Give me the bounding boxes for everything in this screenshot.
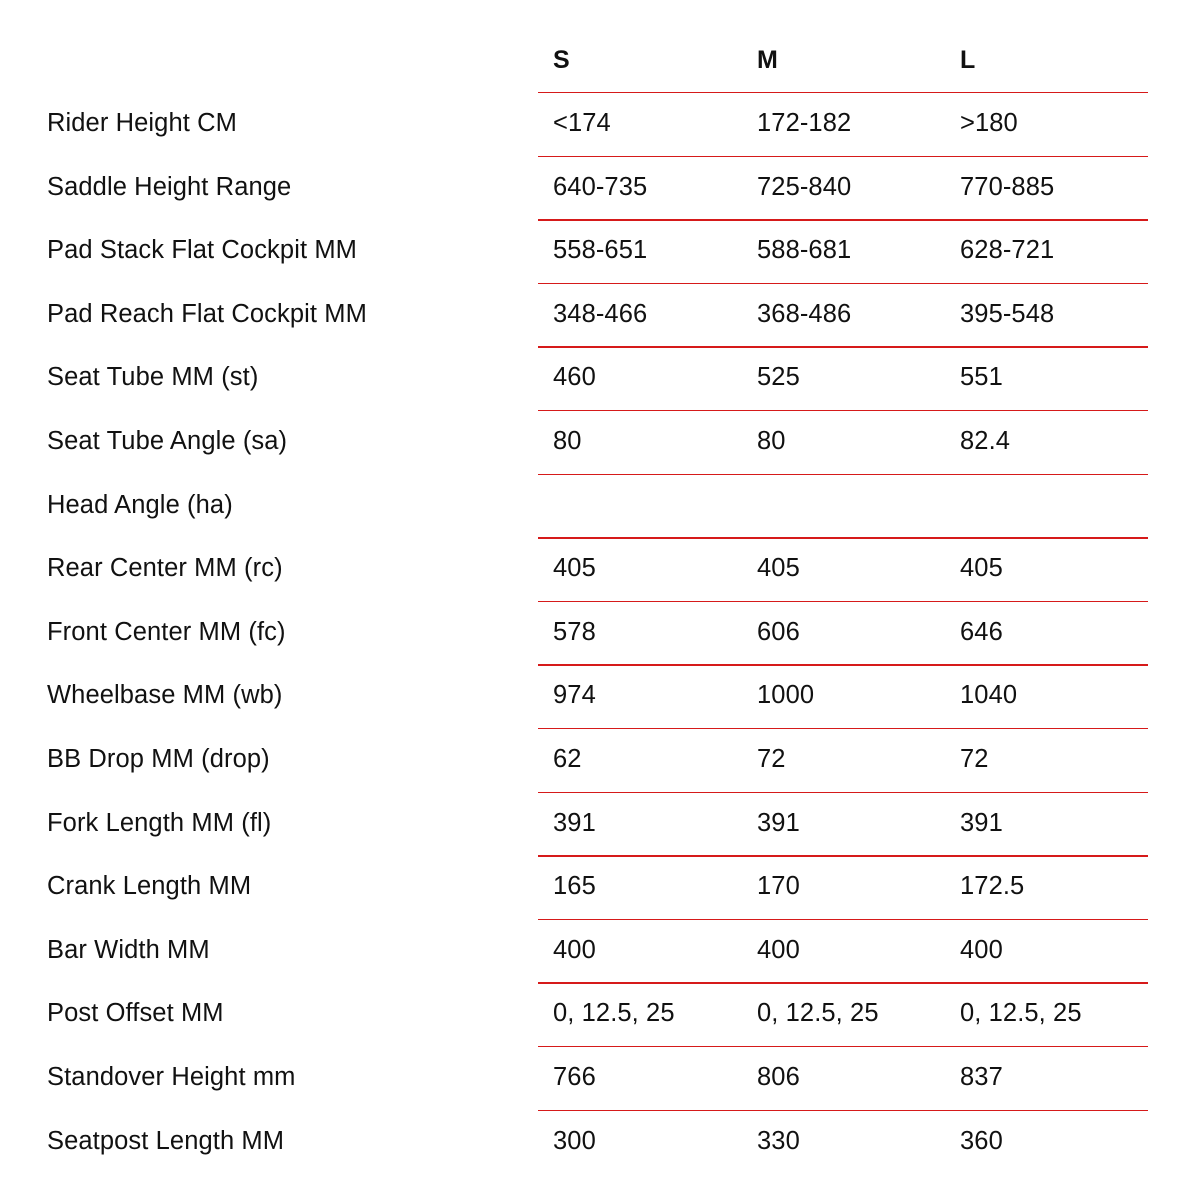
row-divider xyxy=(538,792,1148,793)
cell-size-m: 172-182 xyxy=(757,109,852,137)
row-divider xyxy=(538,156,1148,157)
cell-size-l: 395-548 xyxy=(960,299,1055,328)
cell-size-s: 640-735 xyxy=(553,172,648,201)
cell-size-m: 525 xyxy=(757,363,800,392)
cell-size-l: 0, 12.5, 25 xyxy=(960,999,1082,1028)
row-label: Crank Length MM xyxy=(47,872,252,901)
cell-size-s: 400 xyxy=(553,935,596,964)
cell-size-s: 405 xyxy=(553,554,596,583)
row-label: Saddle Height Range xyxy=(47,172,292,201)
cell-size-m: 170 xyxy=(757,872,800,901)
table-row xyxy=(0,919,1200,983)
cell-size-s: 62 xyxy=(553,745,582,773)
cell-size-m: 588-681 xyxy=(757,236,852,265)
row-divider xyxy=(538,919,1148,920)
cell-size-s: 974 xyxy=(553,681,596,710)
table-row xyxy=(0,1110,1200,1174)
cell-size-l: 400 xyxy=(960,935,1003,964)
cell-size-m: 330 xyxy=(757,1126,800,1155)
size-header-row xyxy=(0,40,1200,84)
row-label: BB Drop MM (drop) xyxy=(47,745,270,773)
row-label: Rear Center MM (rc) xyxy=(47,554,283,583)
table-row xyxy=(0,283,1200,347)
cell-size-s: 300 xyxy=(553,1126,596,1155)
row-divider xyxy=(538,283,1148,284)
row-divider xyxy=(538,601,1148,602)
row-divider xyxy=(538,474,1148,475)
row-divider xyxy=(538,855,1148,856)
cell-size-m: 72 xyxy=(757,745,786,773)
row-label: Fork Length MM (fl) xyxy=(47,808,272,837)
row-label: Bar Width MM xyxy=(47,935,210,964)
cell-size-m: 606 xyxy=(757,617,800,646)
cell-size-m: 1000 xyxy=(757,681,815,710)
table-row xyxy=(0,537,1200,601)
row-label: Rider Height CM xyxy=(47,109,237,137)
row-label: Pad Reach Flat Cockpit MM xyxy=(47,299,367,328)
cell-size-l: 72 xyxy=(960,745,989,773)
cell-size-s: 391 xyxy=(553,808,596,837)
cell-size-s: 348-466 xyxy=(553,299,648,328)
table-row xyxy=(0,982,1200,1046)
table-row xyxy=(0,855,1200,919)
table-row xyxy=(0,728,1200,792)
column-header-m: M xyxy=(757,46,778,74)
row-label: Post Offset MM xyxy=(47,999,224,1028)
row-divider xyxy=(538,537,1148,538)
cell-size-l: 360 xyxy=(960,1126,1003,1155)
row-divider xyxy=(538,346,1148,347)
table-row xyxy=(0,1046,1200,1110)
row-divider xyxy=(538,1046,1148,1047)
column-header-s: S xyxy=(553,46,570,74)
cell-size-m: 391 xyxy=(757,808,800,837)
cell-size-l: 82.4 xyxy=(960,427,1011,455)
row-label: Standover Height mm xyxy=(47,1063,296,1091)
table-row xyxy=(0,664,1200,728)
row-divider xyxy=(538,1110,1148,1111)
row-divider xyxy=(538,219,1148,220)
cell-size-m: 725-840 xyxy=(757,172,852,201)
cell-size-m: 80 xyxy=(757,427,786,455)
cell-size-s: 766 xyxy=(553,1063,596,1091)
cell-size-l: 391 xyxy=(960,808,1003,837)
row-label: Seat Tube Angle (sa) xyxy=(47,427,288,455)
row-divider xyxy=(538,728,1148,729)
table-row xyxy=(0,219,1200,283)
row-label: Front Center MM (fc) xyxy=(47,617,286,646)
row-label: Seat Tube MM (st) xyxy=(47,363,259,392)
cell-size-s: 460 xyxy=(553,363,596,392)
table-row xyxy=(0,792,1200,856)
cell-size-l: 837 xyxy=(960,1063,1003,1091)
cell-size-s: <174 xyxy=(553,109,611,137)
cell-size-s: 80 xyxy=(553,427,582,455)
cell-size-s: 0, 12.5, 25 xyxy=(553,999,675,1028)
table-row xyxy=(0,156,1200,220)
cell-size-s: 558-651 xyxy=(553,236,648,265)
row-label: Seatpost Length MM xyxy=(47,1126,285,1155)
cell-size-m: 368-486 xyxy=(757,299,852,328)
cell-size-m: 806 xyxy=(757,1063,800,1091)
column-header-l: L xyxy=(960,46,976,74)
table-row xyxy=(0,346,1200,410)
row-label: Wheelbase MM (wb) xyxy=(47,681,283,710)
cell-size-l: 646 xyxy=(960,617,1003,646)
cell-size-l: >180 xyxy=(960,109,1018,137)
cell-size-l: 628-721 xyxy=(960,236,1055,265)
table-row xyxy=(0,410,1200,474)
row-divider xyxy=(538,92,1148,93)
cell-size-m: 400 xyxy=(757,935,800,964)
row-label: Pad Stack Flat Cockpit MM xyxy=(47,236,358,265)
table-row xyxy=(0,92,1200,156)
cell-size-s: 578 xyxy=(553,617,596,646)
table-row xyxy=(0,601,1200,665)
row-divider xyxy=(538,982,1148,983)
cell-size-l: 551 xyxy=(960,363,1003,392)
table-row xyxy=(0,474,1200,538)
cell-size-m: 405 xyxy=(757,554,800,583)
cell-size-l: 405 xyxy=(960,554,1003,583)
row-label: Head Angle (ha) xyxy=(47,490,233,519)
cell-size-l: 770-885 xyxy=(960,172,1055,201)
cell-size-m: 0, 12.5, 25 xyxy=(757,999,879,1028)
cell-size-s: 165 xyxy=(553,872,596,901)
cell-size-l: 1040 xyxy=(960,681,1018,710)
cell-size-l: 172.5 xyxy=(960,872,1025,901)
row-divider xyxy=(538,664,1148,665)
row-divider xyxy=(538,410,1148,411)
